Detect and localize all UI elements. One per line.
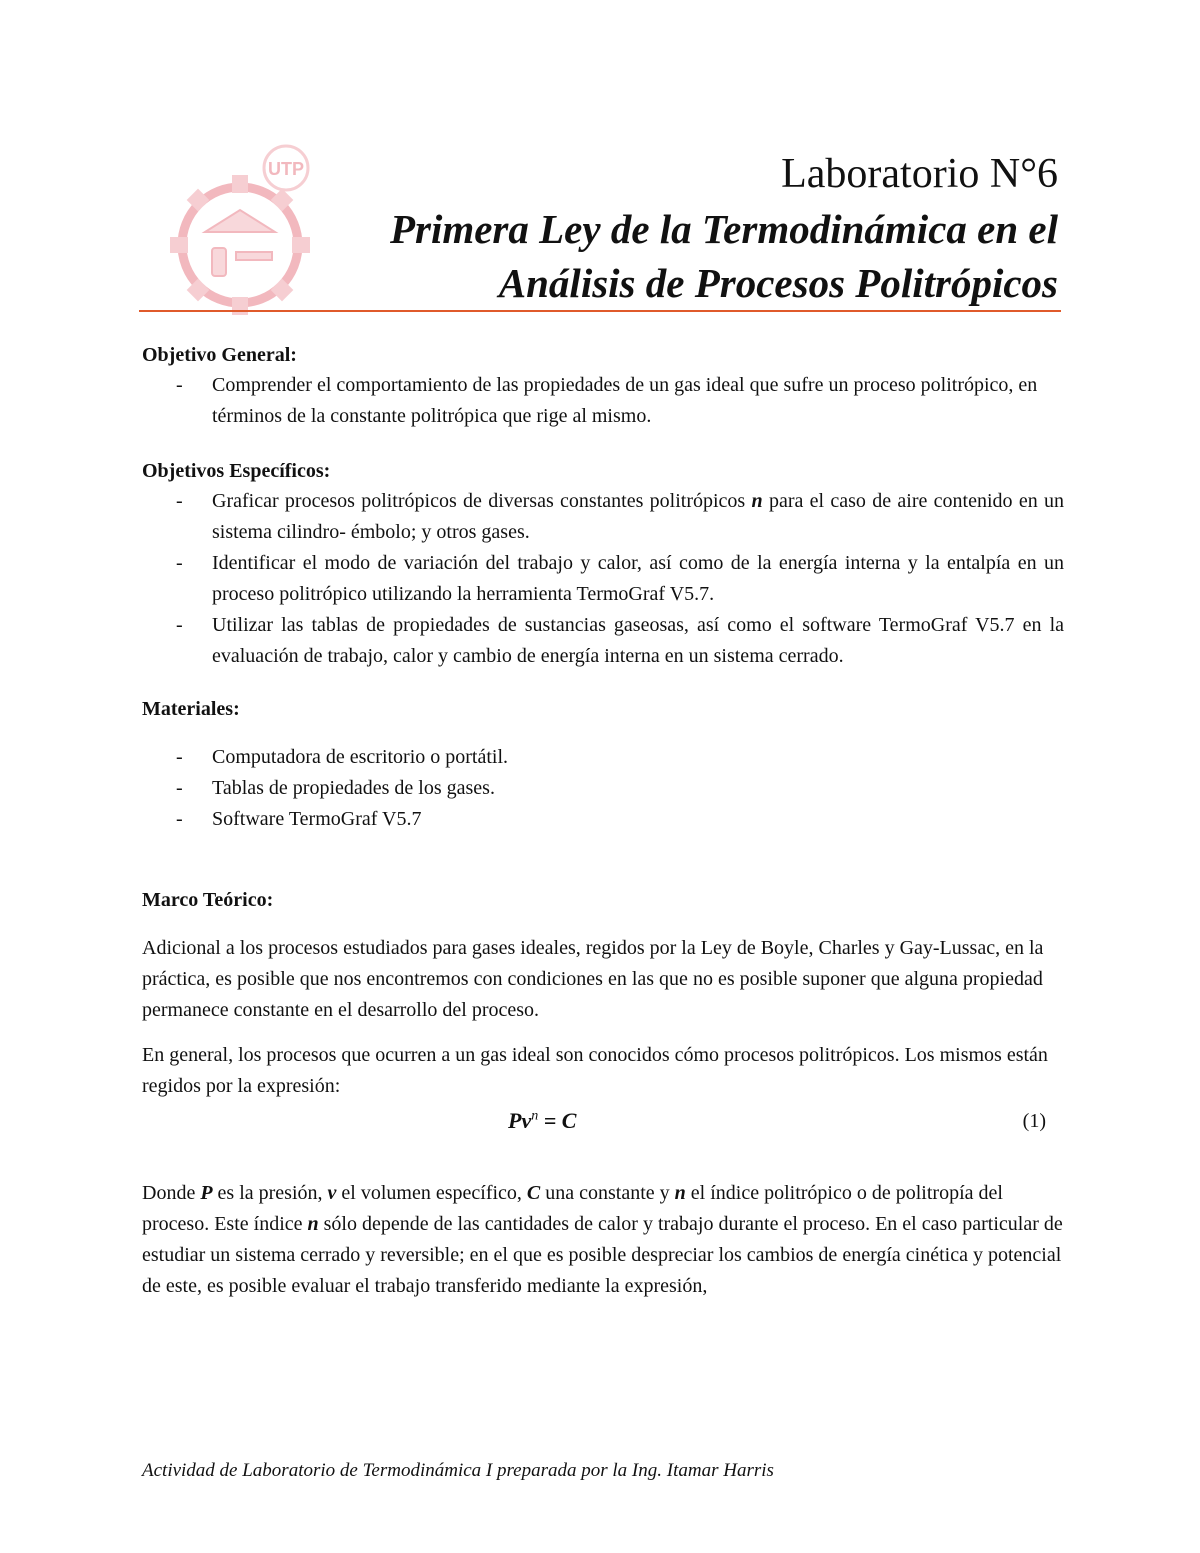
- equation-number: (1): [1022, 1110, 1046, 1132]
- paragraph: Adicional a los procesos estudiados para gases ideales, regidos por la Ley de Boyle, Charles y Gay-Lussac, en la práctica, es posible que nos encontremos con condiciones en las que no es posible suponer que alguna propiedad permanece constante en el desarrollo del proceso.: [142, 937, 1044, 1021]
- lab-number: Laboratorio N°6: [781, 151, 1058, 197]
- list-item: - Utilizar las tablas de propiedades de sustancias gaseosas, así como el software TermoGraf V5.7 en la evaluación de trabajo, calor y cambio de energía interna en un sistema cerrado.: [142, 610, 1064, 672]
- equation-expression: $Pv^n = C$: [508, 1108, 577, 1133]
- title-line-1: Primera Ley de la Termodinámica en el: [389, 206, 1058, 252]
- utp-gear-logo-icon: [160, 140, 350, 330]
- objetivos-especificos-list: [142, 486, 1064, 672]
- list-item: - Software TermoGraf V5.7: [142, 804, 1064, 835]
- list-item: - Graficar procesos politrópicos de diversas constantes politrópicos n para el caso de aire contenido en un sistema cilindro- émbolo; y otros gases.: [142, 486, 1064, 548]
- list-item: - Computadora de escritorio o portátil.: [142, 742, 1064, 773]
- paragraph: Donde P es la presión, v el volumen específico, C una constante y n el índice politrópico o de politropía del proceso. Este índice n sólo depende de las cantidades de calor y trabajo durante el proceso. En el caso particular de estudiar un sistema cerrado y reversible; en el que es posible despreciar los cambios de energía cinética y potencial de este, es posible evaluar el trabajo transferido mediante la expresión,: [142, 1182, 1063, 1297]
- document-body: [142, 340, 1064, 1302]
- list-item: - Tablas de propiedades de los gases.: [142, 773, 1064, 804]
- title-line-2: Análisis de Procesos Politrópicos: [498, 260, 1058, 306]
- objetivo-general-heading: Objetivo General:: [142, 344, 297, 366]
- header-divider: [139, 310, 1061, 312]
- objetivo-general-list: [142, 370, 1064, 432]
- list-item: - Identificar el modo de variación del trabajo y calor, así como de la energía interna y la entalpía en un proceso politrópico utilizando la herramienta TermoGraf V5.7.: [142, 548, 1064, 610]
- math-variable-n: n: [751, 490, 763, 512]
- materiales-list: [142, 742, 1064, 835]
- materiales-heading: Materiales:: [142, 698, 240, 720]
- objetivos-especificos-heading: Objetivos Específicos:: [142, 460, 331, 482]
- document-header: [390, 150, 1058, 310]
- list-item: - Comprender el comportamiento de las propiedades de un gas ideal que sufre un proceso politrópico, en términos de la constante politrópica que rige al mismo.: [142, 370, 1064, 432]
- page-footer: Actividad de Laboratorio de Termodinámica I preparada por la Ing. Itamar Harris: [142, 1460, 774, 1481]
- svg-text:UTP: UTP: [268, 159, 304, 179]
- equation-1: [142, 1102, 1064, 1148]
- paragraph: En general, los procesos que ocurren a un gas ideal son conocidos cómo procesos politrópicos. Los mismos están regidos por la expresión:: [142, 1044, 1048, 1097]
- marco-teorico-heading: Marco Teórico:: [142, 889, 274, 911]
